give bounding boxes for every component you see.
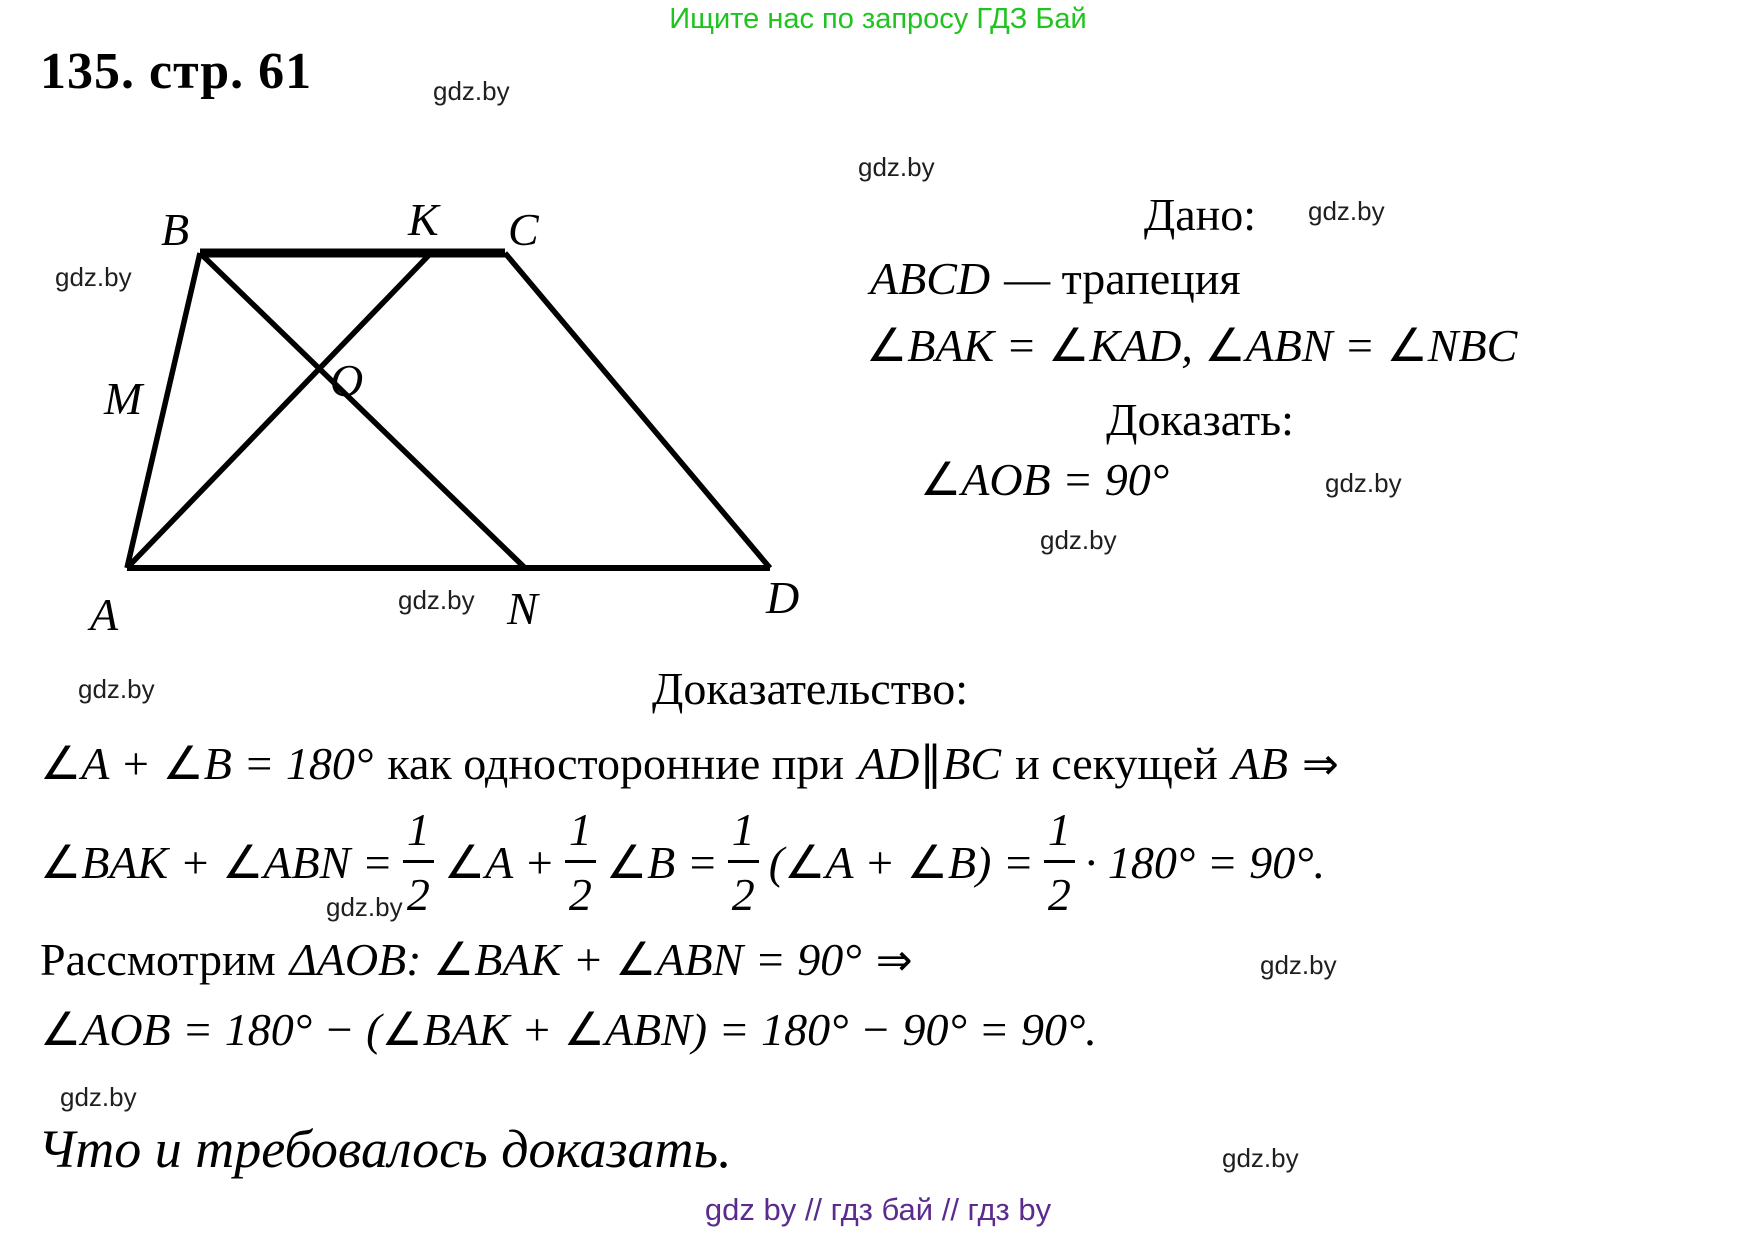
- side-cd: [505, 253, 770, 568]
- fraction-one-half: [403, 803, 434, 920]
- watermark: gdz.by: [858, 152, 935, 182]
- page-title: 135. стр. 61: [40, 43, 313, 100]
- bisector-bn: [200, 253, 524, 567]
- proof-line1-text1: как односторонние при: [387, 738, 845, 789]
- watermark: gdz.by: [326, 892, 403, 922]
- proof-line-4: ∠AOB = 180° − (∠BAK + ∠ABN) = 180° − 90° = 90°.: [40, 1004, 1097, 1055]
- watermark: gdz.by: [55, 262, 132, 292]
- fraction-one-half: [728, 803, 759, 920]
- fraction-one-half: [1044, 803, 1075, 920]
- fraction-numerator: 1: [568, 803, 592, 855]
- proof-line3-text: Рассмотрим: [40, 934, 276, 985]
- fraction-denominator: 2: [728, 860, 759, 918]
- proof-line1-math2: AD∥BC: [858, 738, 1002, 789]
- proof-line3-math: ΔAOB: ∠BAK + ∠ABN = 90°: [289, 934, 862, 985]
- proof-line-1: [40, 736, 1339, 790]
- proof-line2-term2: ∠B =: [605, 837, 718, 888]
- fraction-numerator: 1: [1047, 803, 1071, 855]
- footer-links: gdz by // гдз бай // гдз by: [704, 1192, 1052, 1227]
- watermark: gdz.by: [60, 1082, 137, 1112]
- watermark: gdz.by: [398, 585, 475, 615]
- watermark: gdz.by: [78, 674, 155, 704]
- point-label-o: O: [330, 355, 364, 406]
- given-heading: Дано:: [1143, 189, 1257, 240]
- implies-arrow: ⇒: [1302, 739, 1339, 790]
- implies-arrow: ⇒: [875, 935, 913, 986]
- point-label-m: M: [104, 373, 143, 424]
- watermark: gdz.by: [1260, 950, 1337, 980]
- point-label-k: K: [408, 194, 439, 245]
- fraction-denominator: 2: [565, 860, 596, 918]
- proof-line-3: [40, 932, 913, 986]
- vertex-label-d: D: [766, 572, 800, 623]
- proof-line1-text2: и секущей: [1015, 738, 1218, 789]
- proof-line-2: [40, 796, 1325, 928]
- proof-line1-math3: AB: [1231, 738, 1288, 789]
- fraction-numerator: 1: [406, 803, 430, 855]
- given-shape: ABCD: [870, 253, 991, 304]
- proof-line2-term3: (∠A + ∠B) =: [768, 837, 1034, 888]
- proof-line1-math1: ∠A + ∠B = 180°: [40, 738, 374, 789]
- fraction-denominator: 2: [1044, 860, 1075, 918]
- proof-line2-lhs: ∠BAK + ∠ABN =: [40, 837, 393, 888]
- watermark: gdz.by: [1222, 1143, 1299, 1173]
- fraction-denominator: 2: [403, 860, 434, 918]
- watermark: gdz.by: [1325, 468, 1402, 498]
- point-label-n: N: [507, 583, 538, 634]
- bisector-ak: [127, 254, 430, 568]
- fraction-numerator: 1: [731, 803, 755, 855]
- watermark: gdz.by: [433, 76, 510, 106]
- promo-banner: Ищите нас по запросу ГДЗ Бай: [669, 3, 1087, 35]
- watermark: gdz.by: [1308, 196, 1385, 226]
- prove-statement: ∠AOB = 90°: [920, 454, 1170, 505]
- vertex-label-a: A: [90, 589, 119, 640]
- prove-heading: Доказать:: [1106, 394, 1294, 445]
- given-shape-line: [870, 252, 1241, 305]
- proof-line2-term1: ∠A +: [443, 837, 555, 888]
- fraction-one-half: [565, 803, 596, 920]
- qed-statement: Что и требовалось доказать.: [38, 1119, 732, 1179]
- vertex-label-b: B: [161, 204, 190, 255]
- vertex-label-c: C: [508, 204, 539, 255]
- proof-line2-term4: · 180° = 90°.: [1084, 836, 1326, 888]
- proof-heading: Доказательство:: [651, 663, 968, 714]
- given-angles: ∠BAK = ∠KAD, ∠ABN = ∠NBC: [866, 320, 1518, 371]
- watermark: gdz.by: [1040, 525, 1117, 555]
- given-shape-desc: — трапеция: [1004, 253, 1241, 304]
